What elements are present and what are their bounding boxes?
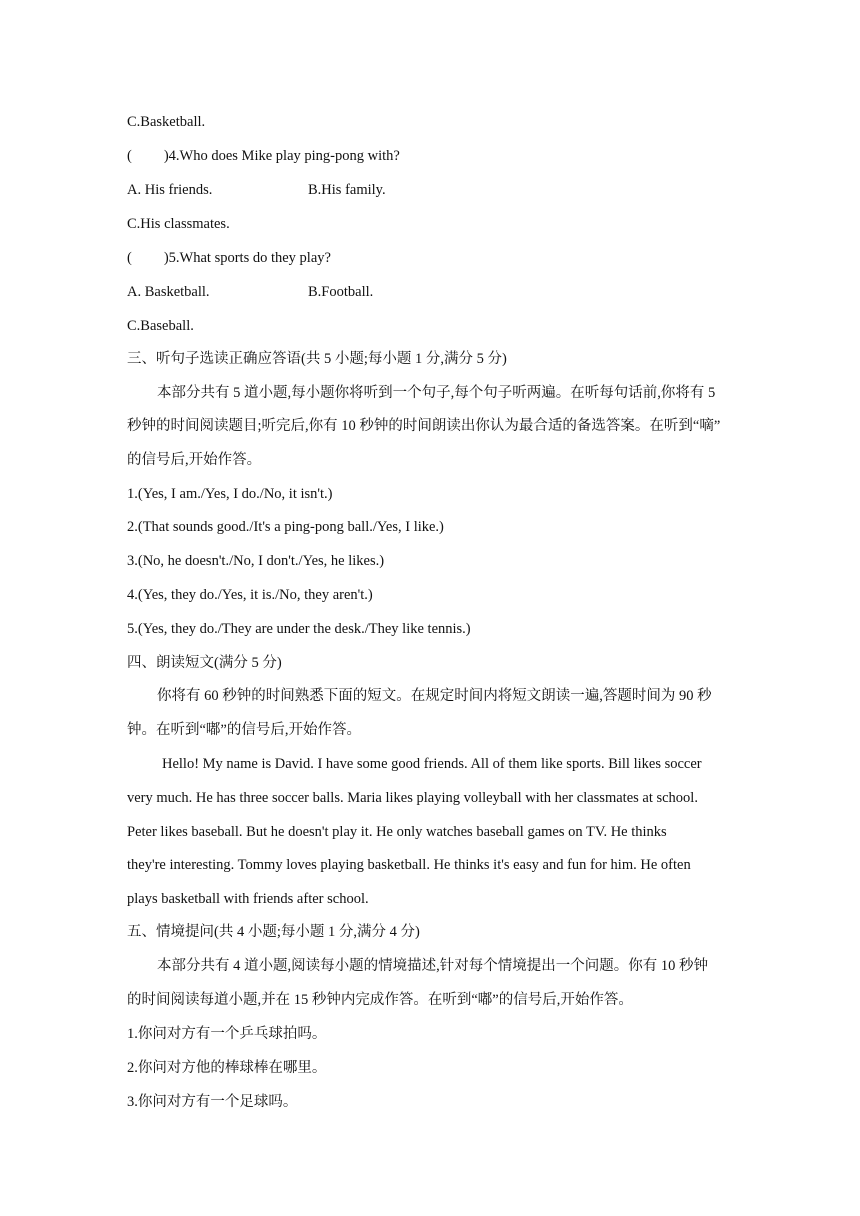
section3-instruction-line: 的信号后,开始作答。: [127, 452, 262, 468]
passage-line: they're interesting. Tommy loves playing basketball. He thinks it's easy and fun for him. He often: [127, 857, 691, 873]
passage-line: very much. He has three soccer balls. Maria likes playing volleyball with her classmates at school.: [127, 790, 698, 806]
q4-question: )4.Who does Mike play ping-pong with?: [163, 148, 400, 164]
section5-item: 3.你问对方有一个足球吗。: [127, 1094, 298, 1110]
section4-heading: 四、朗读短文(满分 5 分): [127, 655, 282, 671]
section5-heading: 五、情境提问(共 4 小题;每小题 1 分,满分 4 分): [127, 924, 420, 940]
q4-option-c: C.His classmates.: [127, 216, 230, 232]
section3-instruction-line: 本部分共有 5 道小题,每小题你将听到一个句子,每个句子听两遍。在听每句话前,你将有 5: [157, 385, 716, 401]
q4-option-b: B.His family.: [308, 182, 386, 198]
section3-instruction-line: 秒钟的时间阅读题目;听完后,你有 10 秒钟的时间朗读出你认为最合适的备选答案。在听到“嘀”: [127, 418, 721, 434]
q5-options-ab: [127, 282, 527, 302]
section3-item: 4.(Yes, they do./Yes, it is./No, they aren't.): [127, 587, 373, 603]
passage-line: plays basketball with friends after school.: [127, 891, 369, 907]
section3-item: 1.(Yes, I am./Yes, I do./No, it isn't.): [127, 486, 333, 502]
section3-item: 5.(Yes, they do./They are under the desk./They like tennis.): [127, 621, 471, 637]
q5-answer-paren: (: [127, 250, 132, 266]
section5-item: 1.你问对方有一个乒乓球拍吗。: [127, 1026, 327, 1042]
section3-item: 3.(No, he doesn't./No, I don't./Yes, he likes.): [127, 553, 385, 569]
section5-item: 2.你问对方他的棒球棒在哪里。: [127, 1060, 327, 1076]
q5-stem-line: [127, 248, 331, 268]
q5-option-b: B.Football.: [308, 284, 374, 300]
section5-instruction-line: 本部分共有 4 道小题,阅读每小题的情境描述,针对每个情境提出一个问题。你有 10 秒钟: [157, 958, 708, 974]
q5-option-c: C.Baseball.: [127, 318, 194, 334]
section4-instruction-line: 钟。在听到“嘟”的信号后,开始作答。: [127, 722, 361, 738]
passage-line: Peter likes baseball. But he doesn't play it. He only watches baseball games on TV. He thinks: [127, 824, 667, 840]
q4-option-a: A. His friends.: [127, 182, 213, 198]
section4-instruction-line: 你将有 60 秒钟的时间熟悉下面的短文。在规定时间内将短文朗读一遍,答题时间为 90 秒: [157, 688, 712, 704]
passage-line: Hello! My name is David. I have some good friends. All of them like sports. Bill likes soccer: [162, 756, 702, 772]
q5-option-a: A. Basketball.: [127, 284, 210, 300]
q4-options-ab: [127, 180, 527, 200]
q3-option-c: C.Basketball.: [127, 114, 206, 130]
section5-instruction-line: 的时间阅读每道小题,并在 15 秒钟内完成作答。在听到“嘟”的信号后,开始作答。: [127, 992, 633, 1008]
section3-heading: 三、听句子选读正确应答语(共 5 小题;每小题 1 分,满分 5 分): [127, 351, 507, 367]
q4-stem-line: [127, 146, 400, 166]
section3-item: 2.(That sounds good./It's a ping-pong ball./Yes, I like.): [127, 519, 444, 535]
q4-answer-paren: (: [127, 148, 132, 164]
q5-question: )5.What sports do they play?: [163, 250, 331, 266]
